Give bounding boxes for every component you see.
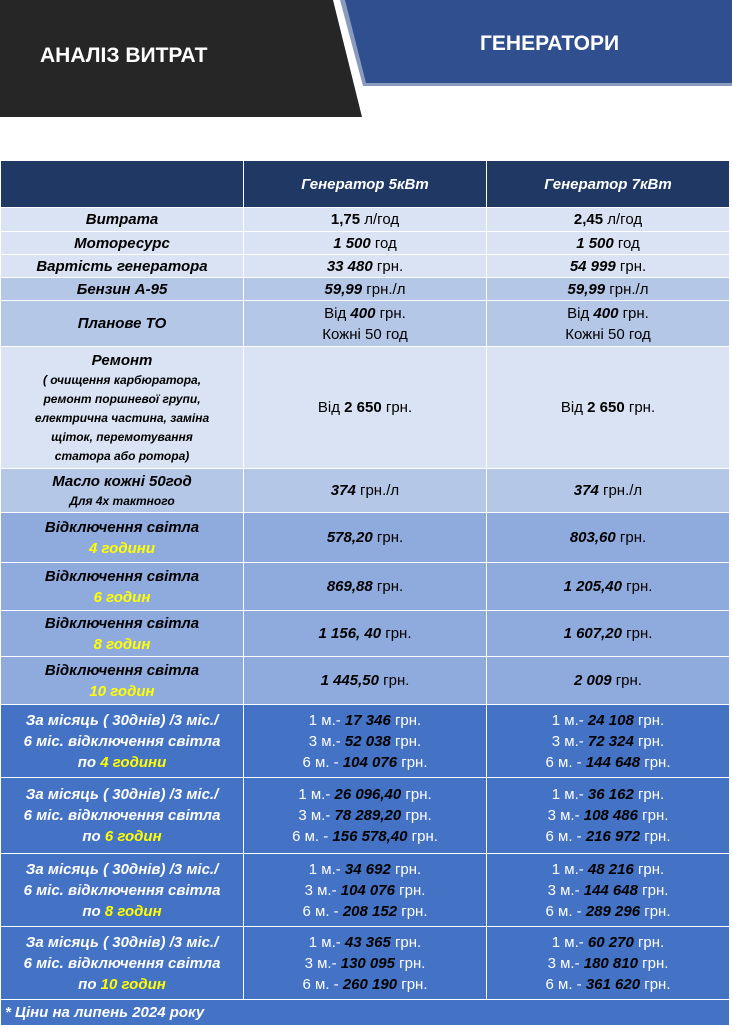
- row-label: Планове ТО: [1, 301, 244, 347]
- gen5-value: 374 грн./л: [244, 469, 487, 513]
- table-header-row: [1, 161, 730, 208]
- footnote: * Ціни на липень 2024 року: [1, 1000, 730, 1026]
- header-cell-gen5: Генератор 5кВт: [244, 161, 487, 208]
- gen5-value: 1 м.- 34 692 грн. 3 м.- 104 076 грн. 6 м. - 208 152 грн.: [244, 854, 487, 927]
- gen5-value: 578,20 грн.: [244, 513, 487, 563]
- row-label: Моторесурс: [1, 232, 244, 255]
- gen7-value: Від 400 грн. Кожні 50 год: [487, 301, 730, 347]
- table-row: [1, 611, 730, 657]
- table-row: [1, 513, 730, 563]
- row-label: Масло кожні 50год Для 4х тактного: [1, 469, 244, 513]
- gen7-value: 54 999 грн.: [487, 255, 730, 278]
- table-row: [1, 469, 730, 513]
- gen5-value: 1 м.- 43 365 грн. 3 м.- 130 095 грн. 6 м. - 260 190 грн.: [244, 927, 487, 1000]
- gen5-value: 1,75 л/год: [244, 208, 487, 232]
- gen5-value: Від 400 грн. Кожні 50 год: [244, 301, 487, 347]
- section-title: ГЕНЕРАТОРИ: [480, 32, 620, 55]
- row-label: За місяць ( 30днів) /3 міс./ 6 міс. відключення світла по 6 годин: [1, 778, 244, 854]
- gen5-value: 1 м.- 26 096,40 грн. 3 м.- 78 289,20 грн. 6 м. - 156 578,40 грн.: [244, 778, 487, 854]
- table-row: [1, 232, 730, 255]
- table-row: [1, 657, 730, 705]
- gen5-value: 1 156, 40 грн.: [244, 611, 487, 657]
- gen7-value: 374 грн./л: [487, 469, 730, 513]
- gen7-value: 1 м.- 24 108 грн. 3 м.- 72 324 грн. 6 м. - 144 648 грн.: [487, 705, 730, 778]
- gen5-value: 1 м.- 17 346 грн. 3 м.- 52 038 грн. 6 м. - 104 076 грн.: [244, 705, 487, 778]
- gen5-value: Від 2 650 грн.: [244, 347, 487, 469]
- row-label: За місяць ( 30днів) /3 міс./ 6 міс. відключення світла по 10 годин: [1, 927, 244, 1000]
- gen7-value: 2 009 грн.: [487, 657, 730, 705]
- gen5-value: 1 445,50 грн.: [244, 657, 487, 705]
- gen5-value: 33 480 грн.: [244, 255, 487, 278]
- gen7-value: 59,99 грн./л: [487, 278, 730, 301]
- gen7-value: 1 205,40 грн.: [487, 563, 730, 611]
- table-row: [1, 563, 730, 611]
- row-label: Витрата: [1, 208, 244, 232]
- gen7-value: 1 м.- 36 162 грн. 3 м.- 108 486 грн. 6 м. - 216 972 грн.: [487, 778, 730, 854]
- gen5-value: 1 500 год: [244, 232, 487, 255]
- gen7-value: 803,60 грн.: [487, 513, 730, 563]
- page-title: АНАЛІЗ ВИТРАТ: [40, 44, 208, 67]
- row-label: За місяць ( 30днів) /3 міс./ 6 міс. відключення світла по 8 годин: [1, 854, 244, 927]
- table-row: [1, 255, 730, 278]
- gen7-value: 1 500 год: [487, 232, 730, 255]
- header-cell-gen7: Генератор 7кВт: [487, 161, 730, 208]
- table-row: [1, 705, 730, 778]
- row-label: Відключення світла 6 годин: [1, 563, 244, 611]
- gen7-value: Від 2 650 грн.: [487, 347, 730, 469]
- table-row: [1, 927, 730, 1000]
- table-row: [1, 778, 730, 854]
- table-row: [1, 278, 730, 301]
- row-label: За місяць ( 30днів) /3 міс./ 6 міс. відключення світла по 4 години: [1, 705, 244, 778]
- row-label: Відключення світла 4 години: [1, 513, 244, 563]
- gen7-value: 1 607,20 грн.: [487, 611, 730, 657]
- gen7-value: 2,45 л/год: [487, 208, 730, 232]
- row-label: Ремонт ( очищення карбюратора, ремонт поршневої групи, електрична частина, заміна щіток, перемотування статора або ротора): [1, 347, 244, 469]
- table-row: [1, 208, 730, 232]
- row-label: Відключення світла 8 годин: [1, 611, 244, 657]
- header-cell-empty: [1, 161, 244, 208]
- table-row: [1, 1000, 730, 1026]
- row-label: Бензин А-95: [1, 278, 244, 301]
- table-row: [1, 301, 730, 347]
- gen7-value: 1 м.- 48 216 грн. 3 м.- 144 648 грн. 6 м. - 289 296 грн.: [487, 854, 730, 927]
- table-row: [1, 347, 730, 469]
- table-row: [1, 854, 730, 927]
- gen5-value: 59,99 грн./л: [244, 278, 487, 301]
- row-label: Відключення світла 10 годин: [1, 657, 244, 705]
- cost-table: [0, 160, 730, 1026]
- gen5-value: 869,88 грн.: [244, 563, 487, 611]
- row-label: Вартість генератора: [1, 255, 244, 278]
- gen7-value: 1 м.- 60 270 грн. 3 м.- 180 810 грн. 6 м. - 361 620 грн.: [487, 927, 730, 1000]
